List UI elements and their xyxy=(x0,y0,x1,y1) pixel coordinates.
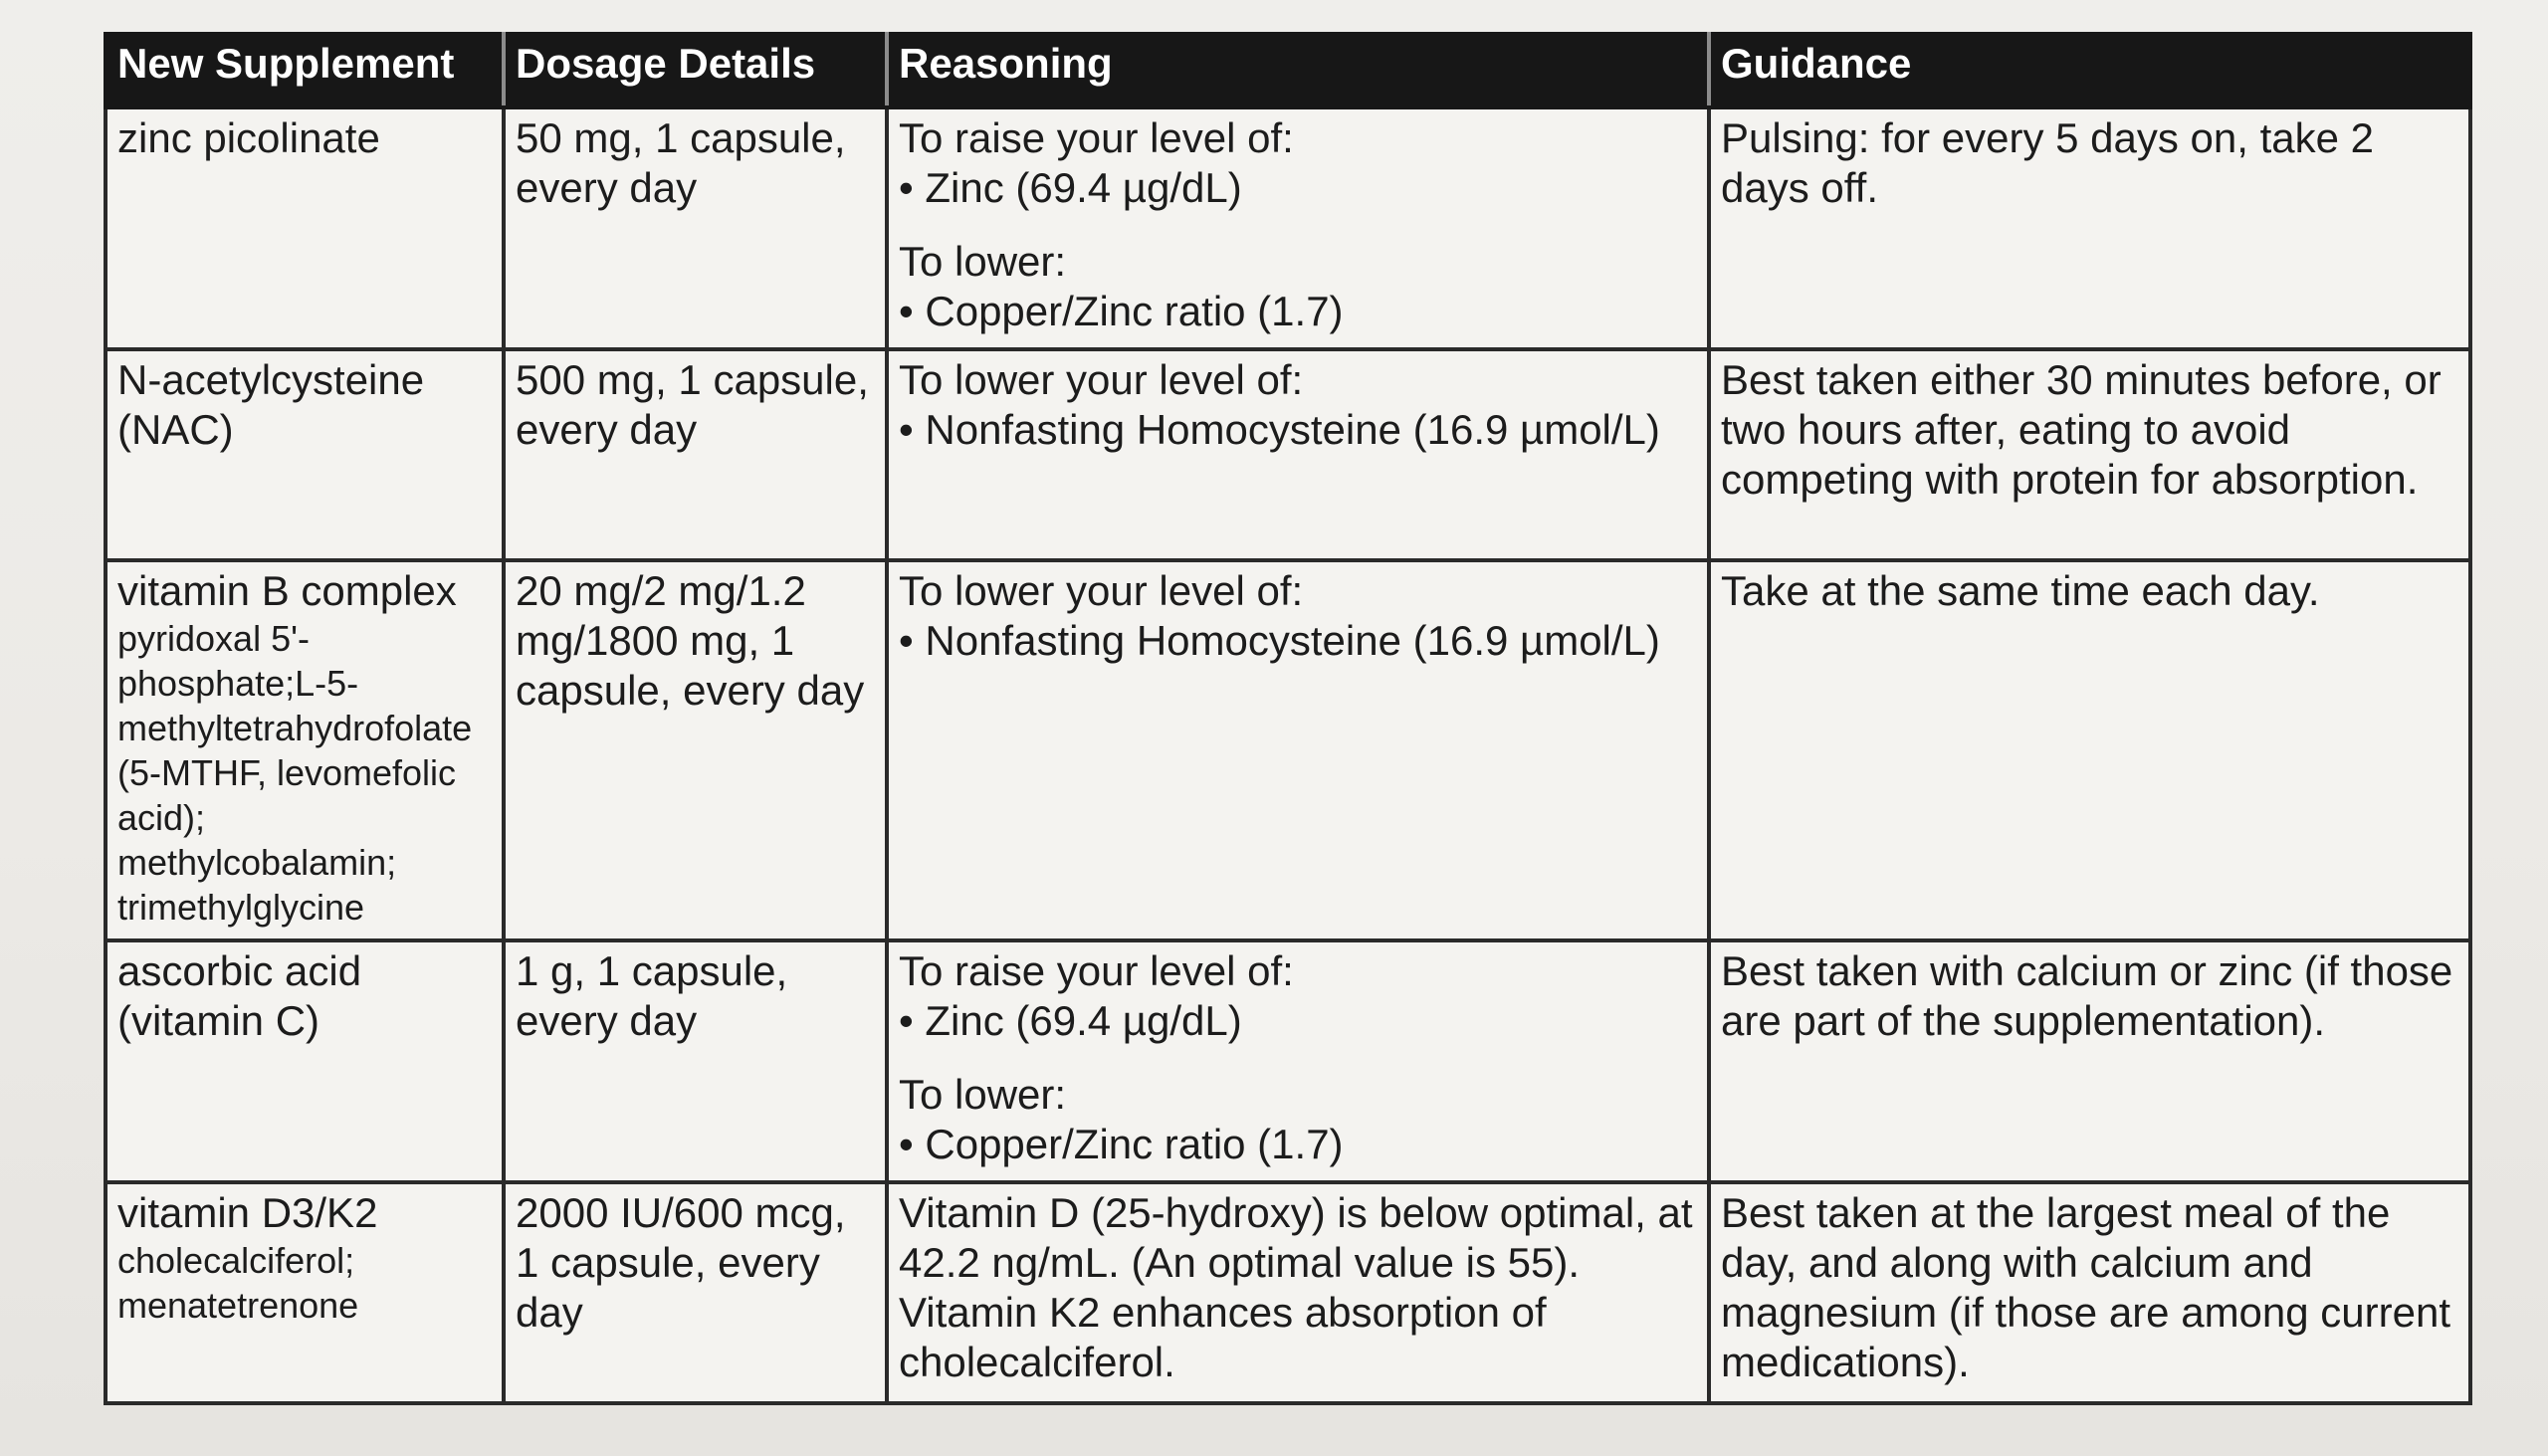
supplement-cell xyxy=(106,940,504,1182)
supplement-name: ascorbic acid (vitamin C) xyxy=(117,947,373,1044)
reasoning-line: To lower your level of: xyxy=(899,356,1304,403)
supplement-ingredients: pyridoxal 5'-phosphate;L-5-methyltetrahydrofolate (5-MTHF, levomefolic acid); methylcobalamin; trimethylglycine xyxy=(117,618,473,928)
supplement-cell xyxy=(106,1182,504,1403)
reasoning-line: To lower: xyxy=(899,238,1067,285)
reasoning-line: • Copper/Zinc ratio (1.7) xyxy=(899,288,1344,334)
dosage-cell: 20 mg/2 mg/1.2 mg/1800 mg, 1 capsule, every day xyxy=(504,560,887,940)
guidance-cell: Best taken with calcium or zinc (if those are part of the supplementation). xyxy=(1709,940,2470,1182)
dosage-cell: 500 mg, 1 capsule, every day xyxy=(504,349,887,560)
supplement-cell xyxy=(106,107,504,349)
table-header-row xyxy=(106,34,2470,107)
table-row xyxy=(106,107,2470,349)
header-guidance: Guidance xyxy=(1709,34,2470,107)
guidance-cell: Best taken either 30 minutes before, or two hours after, eating to avoid competing with protein for absorption. xyxy=(1709,349,2470,560)
reasoning-line: • Zinc (69.4 µg/dL) xyxy=(899,164,1242,211)
header-new-supplement: New Supplement xyxy=(106,34,504,107)
reasoning-line: To lower: xyxy=(899,1071,1067,1118)
reasoning-cell xyxy=(887,107,1709,349)
reasoning-cell xyxy=(887,349,1709,560)
reasoning-line: • Zinc (69.4 µg/dL) xyxy=(899,997,1242,1044)
table-row xyxy=(106,349,2470,560)
supplement-name: N-acetylcysteine (NAC) xyxy=(117,356,436,453)
reasoning-cell xyxy=(887,1182,1709,1403)
supplement-ingredients: cholecalciferol; menatetrenone xyxy=(117,1240,359,1326)
reasoning-line: • Nonfasting Homocysteine (16.9 µmol/L) xyxy=(899,617,1660,664)
dosage-cell: 2000 IU/600 mcg, 1 capsule, every day xyxy=(504,1182,887,1403)
table-row xyxy=(106,560,2470,940)
reasoning-line: • Copper/Zinc ratio (1.7) xyxy=(899,1121,1344,1167)
dosage-cell: 1 g, 1 capsule, every day xyxy=(504,940,887,1182)
supplement-cell xyxy=(106,349,504,560)
header-dosage-details: Dosage Details xyxy=(504,34,887,107)
guidance-cell: Pulsing: for every 5 days on, take 2 days off. xyxy=(1709,107,2470,349)
table-row xyxy=(106,940,2470,1182)
supplement-name: zinc picolinate xyxy=(117,114,380,161)
supplement-name: vitamin D3/K2 xyxy=(117,1189,378,1236)
supplement-table xyxy=(104,32,2472,1405)
reasoning-line: To raise your level of: xyxy=(899,947,1294,994)
reasoning-gap xyxy=(899,1046,1697,1070)
reasoning-cell xyxy=(887,940,1709,1182)
dosage-cell: 50 mg, 1 capsule, every day xyxy=(504,107,887,349)
reasoning-cell xyxy=(887,560,1709,940)
guidance-cell: Best taken at the largest meal of the day, and along with calcium and magnesium (if those are among current medications). xyxy=(1709,1182,2470,1403)
supplement-cell xyxy=(106,560,504,940)
reasoning-line: To lower your level of: xyxy=(899,567,1304,614)
guidance-cell: Take at the same time each day. xyxy=(1709,560,2470,940)
reasoning-line: Vitamin D (25-hydroxy) is below optimal, at 42.2 ng/mL. (An optimal value is 55). Vitamin K2 enhances absorption of cholecalciferol. xyxy=(899,1189,1705,1385)
table-row xyxy=(106,1182,2470,1403)
supplement-name: vitamin B complex xyxy=(117,567,457,614)
header-reasoning: Reasoning xyxy=(887,34,1709,107)
reasoning-line: To raise your level of: xyxy=(899,114,1294,161)
reasoning-line: • Nonfasting Homocysteine (16.9 µmol/L) xyxy=(899,406,1660,453)
reasoning-gap xyxy=(899,213,1697,237)
